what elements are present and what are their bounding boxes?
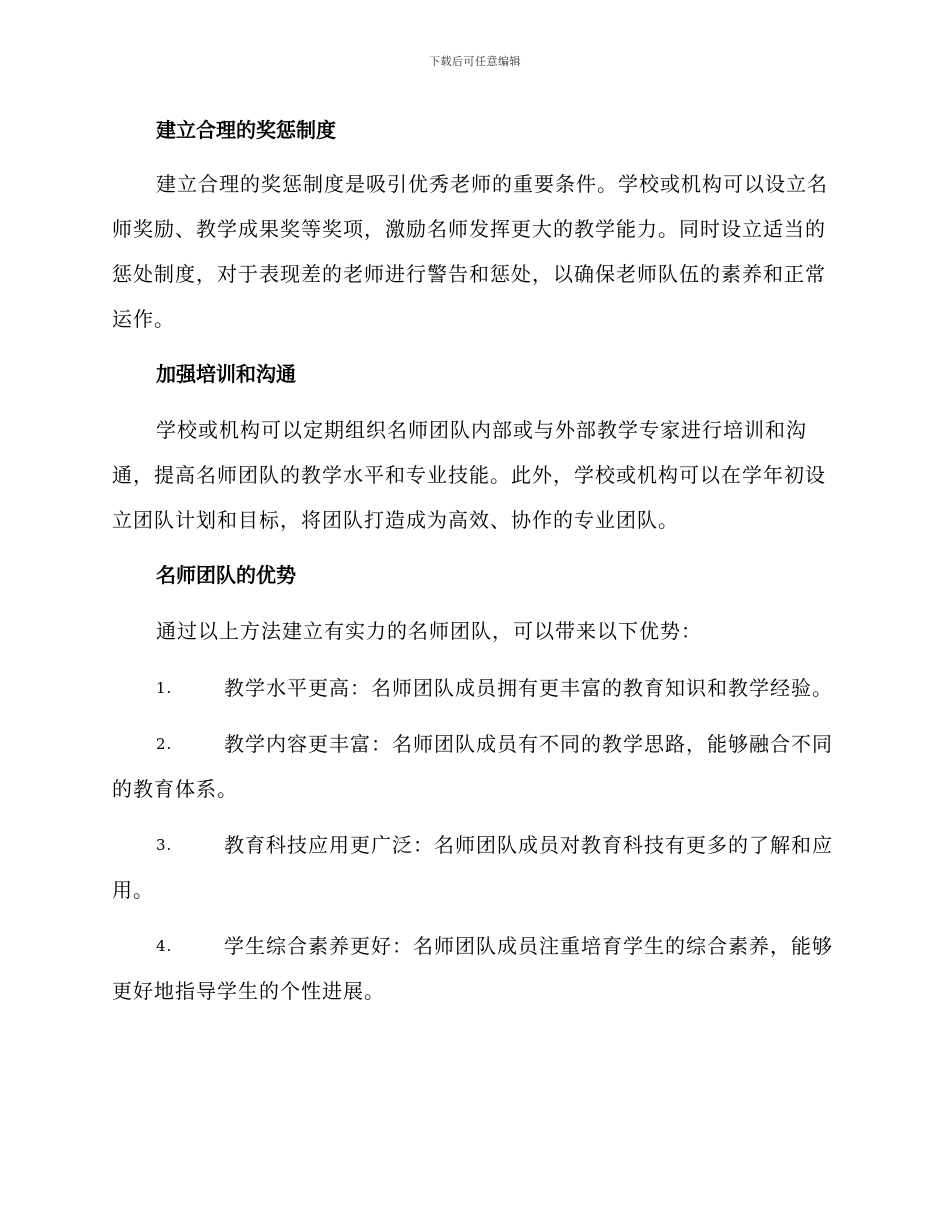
- list-item-text: 教育科技应用更广泛：名师团队成员对教育科技有更多的了解和应用。: [112, 833, 833, 902]
- list-item: [112, 823, 834, 913]
- list-item-number: 3.: [156, 836, 173, 854]
- list-item: [112, 666, 834, 711]
- section-paragraph-advantages: 通过以上方法建立有实力的名师团队，可以带来以下优势：: [156, 619, 702, 643]
- list-item: [112, 722, 834, 812]
- page-header: 下载后可任意编辑: [429, 55, 521, 68]
- list-item-number: 4.: [156, 937, 173, 955]
- list-item-text: 教学内容更丰富：名师团队成员有不同的教学思路，能够融合不同的教育体系。: [112, 732, 833, 801]
- document-body: [112, 112, 834, 1014]
- section-heading-training: 加强培训和沟通: [156, 362, 296, 386]
- section-paragraph-training: 学校或机构可以定期组织名师团队内部或与外部教学专家进行培训和沟通，提高名师团队的教学水平和专业技能。此外，学校或机构可以在学年初设立团队计划和目标，将团队打造成为高效、协作的专业团队。: [112, 418, 826, 532]
- list-item-text: 学生综合素养更好：名师团队成员注重培育学生的综合素养，能够更好地指导学生的个性进展。: [112, 934, 833, 1003]
- list-item-number: 1.: [156, 679, 173, 697]
- section-heading-advantages: 名师团队的优势: [156, 563, 296, 587]
- list-item-text: 教学水平更高：名师团队成员拥有更丰富的教育知识和教学经验。: [224, 676, 833, 700]
- list-item-number: 2.: [156, 735, 173, 753]
- section-heading-rewards: 建立合理的奖惩制度: [156, 118, 336, 142]
- section-paragraph-rewards: 建立合理的奖惩制度是吸引优秀老师的重要条件。学校或机构可以设立名师奖励、教学成果奖等奖项，激励名师发挥更大的教学能力。同时设立适当的惩处制度，对于表现差的老师进行警告和惩处，以确保老师队伍的素养和正常运作。: [112, 172, 828, 331]
- list-item: [112, 924, 834, 1014]
